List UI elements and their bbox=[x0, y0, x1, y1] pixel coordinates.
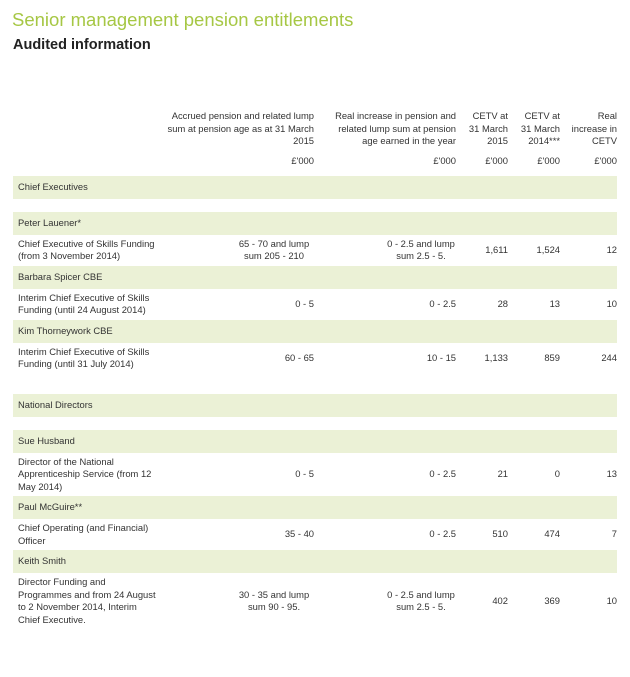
cetv-2014-cell: 0 bbox=[554, 468, 560, 479]
unit-label: £'000 bbox=[291, 155, 314, 167]
cetv-2015-cell: 510 bbox=[492, 528, 508, 540]
person-name-row bbox=[13, 212, 617, 235]
cetv-2015-cell: 1,133 bbox=[484, 351, 508, 363]
accrued-cell: 65 - 70 and lump sum 205 - 210 bbox=[238, 237, 310, 261]
section-label: National Directors bbox=[13, 394, 617, 417]
table-row bbox=[13, 453, 617, 497]
person-name-row bbox=[13, 266, 617, 289]
cetv-2014-cell: 369 bbox=[544, 594, 560, 606]
section-header-row bbox=[13, 394, 617, 417]
pension-table bbox=[13, 110, 617, 629]
page-title: Senior management pension entitlements bbox=[12, 9, 354, 30]
cetv-2014-cell: 1,524 bbox=[536, 243, 560, 255]
cetv-2014-cell: 474 bbox=[544, 528, 560, 540]
person-name: Peter Lauener* bbox=[13, 212, 617, 235]
page-subtitle: Audited information bbox=[13, 37, 151, 53]
person-name: Keith Smith bbox=[13, 550, 617, 573]
table-row bbox=[13, 289, 617, 320]
unit-label: £'000 bbox=[433, 155, 456, 167]
unit-label: £'000 bbox=[537, 155, 560, 167]
real-cetv-cell: 244 bbox=[601, 351, 617, 363]
header-real-cetv: Real increase in CETV bbox=[571, 110, 617, 146]
accrued-cell: 30 - 35 and lump sum 90 - 95. bbox=[238, 588, 310, 612]
unit-label: £'000 bbox=[485, 155, 508, 167]
real-increase-cell: 0 - 2.5 and lump sum 2.5 - 5. bbox=[387, 588, 455, 612]
real-cetv-cell: 10 bbox=[606, 594, 617, 606]
cetv-2014-cell: 13 bbox=[549, 297, 560, 309]
person-name: Paul McGuire** bbox=[13, 496, 617, 519]
role-cell: Chief Executive of Skills Funding (from 3 November 2014) bbox=[18, 237, 155, 261]
cetv-2014-cell: 859 bbox=[544, 351, 560, 363]
person-name: Barbara Spicer CBE bbox=[13, 266, 617, 289]
role-cell: Interim Chief Executive of Skills Funding (until 24 August 2014) bbox=[18, 291, 150, 315]
accrued-cell: 0 - 5 bbox=[295, 468, 314, 479]
accrued-cell: 0 - 5 bbox=[295, 297, 314, 309]
table-row bbox=[13, 235, 617, 266]
real-cetv-cell: 7 bbox=[611, 528, 617, 540]
header-cetv-2014: CETV at 31 March 2014*** bbox=[520, 110, 560, 146]
table-row bbox=[13, 519, 617, 550]
cetv-2015-cell: 402 bbox=[492, 594, 508, 606]
section-label: Chief Executives bbox=[13, 176, 617, 199]
header-real-increase: Real increase in pension and related lump sum at pension age earned in the year bbox=[335, 110, 456, 146]
accrued-cell: 35 - 40 bbox=[284, 528, 314, 540]
real-increase-cell: 0 - 2.5 bbox=[429, 468, 456, 479]
role-cell: Director Funding and Programmes and from 24 August to 2 November 2014, Interim Chief Executive. bbox=[18, 576, 156, 625]
real-increase-cell: 10 - 15 bbox=[426, 351, 456, 363]
real-cetv-cell: 10 bbox=[606, 297, 617, 309]
person-name-row bbox=[13, 496, 617, 519]
units-row bbox=[13, 148, 617, 176]
table-row bbox=[13, 343, 617, 374]
header-blank bbox=[13, 110, 160, 148]
person-name: Kim Thorneywork CBE bbox=[13, 320, 617, 343]
role-cell: Interim Chief Executive of Skills Funding (until 31 July 2014) bbox=[18, 345, 150, 369]
table-row bbox=[13, 573, 617, 629]
real-increase-cell: 0 - 2.5 bbox=[429, 528, 456, 540]
header-row bbox=[13, 110, 617, 148]
cetv-2015-cell: 28 bbox=[497, 297, 508, 309]
header-cetv-2015: CETV at 31 March 2015 bbox=[468, 110, 508, 146]
cetv-2015-cell: 1,611 bbox=[485, 243, 508, 255]
real-cetv-cell: 12 bbox=[606, 243, 617, 255]
person-name-row bbox=[13, 550, 617, 573]
accrued-cell: 60 - 65 bbox=[284, 351, 314, 363]
role-cell: Director of the National Apprenticeship Service (from 12 May 2014) bbox=[18, 455, 152, 492]
real-cetv-cell: 13 bbox=[606, 468, 617, 479]
unit-label: £'000 bbox=[594, 155, 617, 167]
cetv-2015-cell: 21 bbox=[497, 468, 508, 479]
real-increase-cell: 0 - 2.5 and lump sum 2.5 - 5. bbox=[387, 237, 455, 261]
real-increase-cell: 0 - 2.5 bbox=[429, 297, 456, 309]
person-name-row bbox=[13, 430, 617, 453]
person-name: Sue Husband bbox=[13, 430, 617, 453]
person-name-row bbox=[13, 320, 617, 343]
section-header-row bbox=[13, 176, 617, 199]
header-accrued: Accrued pension and related lump sum at pension age as at 31 March 2015 bbox=[167, 110, 314, 146]
role-cell: Chief Operating (and Financial) Officer bbox=[18, 522, 149, 546]
